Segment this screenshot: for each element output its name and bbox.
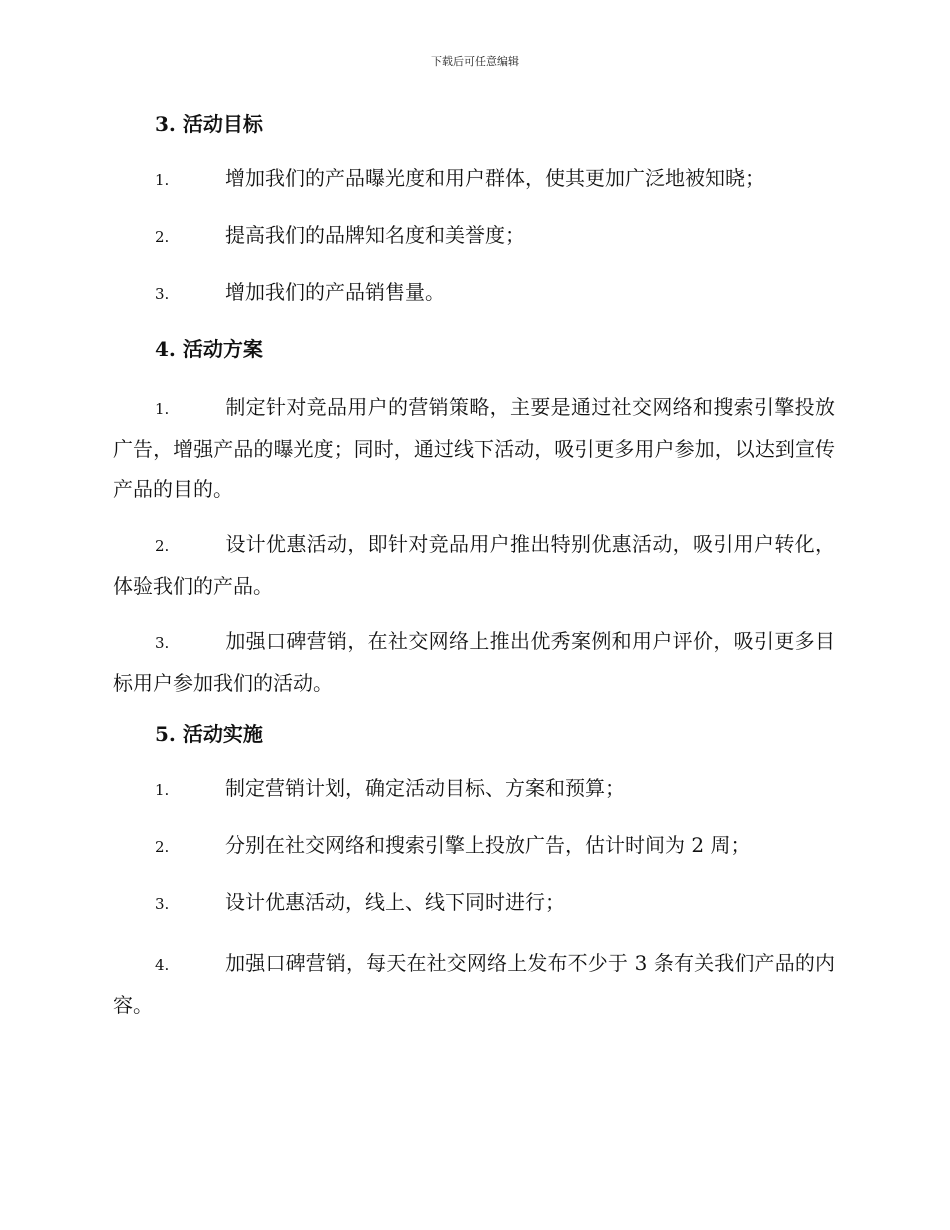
section-title: 5. 活动实施 bbox=[155, 722, 263, 746]
document-body bbox=[113, 108, 835, 1040]
list-item bbox=[113, 829, 835, 863]
list-item bbox=[113, 621, 835, 703]
list-item-number: 3. bbox=[155, 285, 170, 303]
list-item-number: 2. bbox=[155, 838, 170, 856]
list-item-number: 1. bbox=[155, 400, 170, 418]
list-item-number: 1. bbox=[155, 781, 170, 799]
list-item-number: 2. bbox=[155, 228, 170, 246]
list-item-text: 加强口碑营销，在社交网络上推出优秀案例和用户评价，吸引更多目标用户参加我们的活动。 bbox=[113, 629, 835, 695]
list-item bbox=[113, 219, 835, 253]
list-item-text: 设计优惠活动，线上、线下同时进行； bbox=[225, 890, 565, 914]
list-item-number: 2. bbox=[155, 537, 170, 555]
list-item-text: 增加我们的产品销售量。 bbox=[225, 280, 445, 304]
list-item-text: 分别在社交网络和搜索引擎上投放广告，估计时间为 2 周； bbox=[225, 833, 751, 857]
list-item-text: 制定营销计划，确定活动目标、方案和预算； bbox=[225, 776, 625, 800]
list-item-number: 1. bbox=[155, 171, 170, 189]
list-item-text: 提高我们的品牌知名度和美誉度； bbox=[225, 223, 525, 247]
list-item bbox=[113, 886, 835, 920]
section-title: 4. 活动方案 bbox=[155, 337, 263, 361]
list-item bbox=[113, 943, 835, 1025]
section-activity-goals bbox=[113, 108, 835, 310]
list-item-text: 设计优惠活动，即针对竞品用户推出特别优惠活动，吸引用户转化，体验我们的产品。 bbox=[113, 532, 835, 598]
header-note: 下载后可任意编辑 bbox=[431, 55, 519, 68]
list-item-text: 制定针对竞品用户的营销策略，主要是通过社交网络和搜索引擎投放广告，增强产品的曝光度；同时，通过线下活动，吸引更多用户参加，以达到宣传产品的目的。 bbox=[113, 395, 835, 501]
list-item-number: 3. bbox=[155, 634, 170, 652]
list-item-text: 增加我们的产品曝光度和用户群体，使其更加广泛地被知晓； bbox=[225, 166, 765, 190]
list-item bbox=[113, 387, 835, 509]
list-item-text: 加强口碑营销，每天在社交网络上发布不少于 3 条有关我们产品的内容。 bbox=[113, 951, 835, 1017]
section-activity-plan bbox=[113, 333, 835, 703]
list-item bbox=[113, 276, 835, 310]
list-item-number: 4. bbox=[155, 956, 170, 974]
list-item bbox=[113, 524, 835, 606]
list-item bbox=[113, 772, 835, 806]
section-activity-implementation bbox=[113, 718, 835, 1025]
section-title: 3. 活动目标 bbox=[155, 112, 263, 136]
list-item-number: 3. bbox=[155, 895, 170, 913]
list-item bbox=[113, 162, 835, 196]
